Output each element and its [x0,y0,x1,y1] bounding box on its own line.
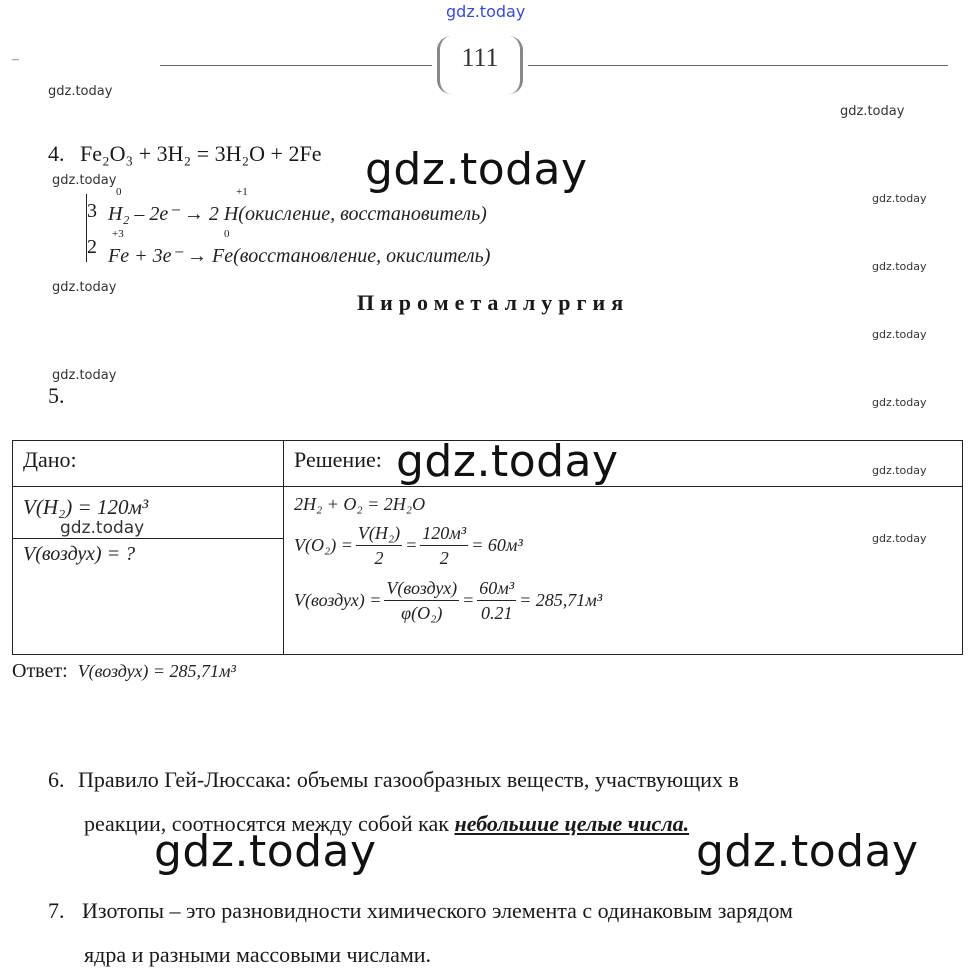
watermark-small: gdz.today [872,328,927,341]
watermark-small: gdz.today [48,84,113,99]
given-item: V(воздух) = ? [23,543,136,565]
watermark-small: gdz.today [872,532,927,545]
eq2-num1: V(воздух) [384,576,459,601]
watermark-big: gdz.today [696,826,919,877]
watermark-small: gdz.today [872,192,927,205]
task4-equation-text: Fe₂O₃ + 3H₂ = 3H₂O + 2Fe [80,141,322,166]
watermark-small: gdz.today [872,396,927,409]
eq1-frac2 [420,521,468,570]
eq2-frac1 [384,576,459,625]
task6-line2: реакции, соотносятся между собой как [84,811,449,836]
watermark-big: gdz.today [365,144,588,195]
given-item: V(H₂) = 120м³ [23,495,149,519]
header-rule-left [160,65,432,66]
eq1-lhs: V(O₂) = [294,535,353,555]
watermark-small: gdz.today [52,173,117,188]
task5-number: 5. [48,383,65,408]
redox-line-1 [108,201,487,226]
eq1-num2: 120м³ [420,521,468,546]
eq2-den2: 0.21 [480,603,513,623]
watermark-small: gdz.today [52,280,117,295]
task6-number: 6. [48,767,65,792]
redox-line-1-note: (окисление, восстановитель) [238,203,487,225]
ox-state: 0 [116,186,122,198]
ox-state: +1 [236,186,248,198]
answer-label: Ответ: [12,660,68,682]
given-cell-2 [13,539,284,655]
task4-number: 4. [48,141,65,166]
solution-reaction: 2H₂ + O₂ = 2H₂O [294,494,426,514]
redox-line-2-note: (восстановление, окислитель) [233,245,491,267]
redox-coef-1: 3 [87,200,97,222]
answer-value: V(воздух) = 285,71м³ [77,661,236,681]
task7-number: 7. [48,898,65,923]
eq2-result: = 285,71м³ [519,590,603,610]
eq1-num1: V(H₂) [356,521,402,546]
watermark-small: gdz.today [872,464,927,477]
eq2-lhs: V(воздух) = [294,590,382,610]
given-cell-1 [13,487,284,539]
watermark-top: gdz.today [446,2,526,21]
page-number: 111 [437,36,523,94]
watermark-small: gdz.today [840,104,905,119]
watermark-small: gdz.today [872,260,927,273]
task6-emphasis: небольшие целые числа. [454,811,690,836]
redox-line-1-left: H₂ – 2e⁻ → 2 H [108,203,239,225]
task5-answer [12,660,236,683]
solution-eq2: V(воздух) = $\frac{\text{V(воздух)}}{\text{φ(O₂)}}$ = $\frac{\text{60м³}}{0.21}$ = 285,71м³ [294,578,603,623]
watermark-small: gdz.today [52,368,117,383]
redox-coef-2: 2 [87,236,97,258]
ox-state: 0 [224,228,230,240]
eq2-frac2 [477,576,516,625]
eq2-den1: φ(O₂) [401,603,443,623]
eq2-num2: 60м³ [477,576,516,601]
solution-eq1: V(O₂) = $\frac{\text{V(H₂)}}{2}$ = $\frac{\text{120м³}}{2}$ = 60м³ [294,523,523,568]
ox-state: +3 [112,228,124,240]
eq1-result: = 60м³ [471,535,523,555]
solution-header-cell [284,441,963,487]
eq1-den2: 2 [439,548,449,568]
task6-line1: Правило Гей-Люссака: объемы газообразных веществ, участвующих в [78,767,739,792]
eq1-den1: 2 [374,548,384,568]
redox-line-2 [108,243,490,268]
task7 [48,889,958,977]
header-rule-right [528,65,948,66]
solution-header: Решение: [294,447,382,472]
watermark-small: gdz.today [60,518,145,538]
watermark-big: gdz.today [154,826,377,877]
given-header: Дано: [23,447,77,472]
header-dash: – [12,52,19,67]
eq1-frac1 [356,521,402,570]
section-title: Пирометаллургия [357,290,630,315]
redox-line-2-left: Fe + 3e⁻ → Fe [108,245,234,267]
given-header-cell [13,441,284,487]
task7-line2: ядра и разными массовыми числами. [84,942,432,967]
solution-cell [284,487,963,655]
task7-line1: Изотопы – это разновидности химического элемента с одинаковым зарядом [82,898,793,923]
watermark-big: gdz.today [396,436,619,487]
task4-equation [48,141,321,167]
